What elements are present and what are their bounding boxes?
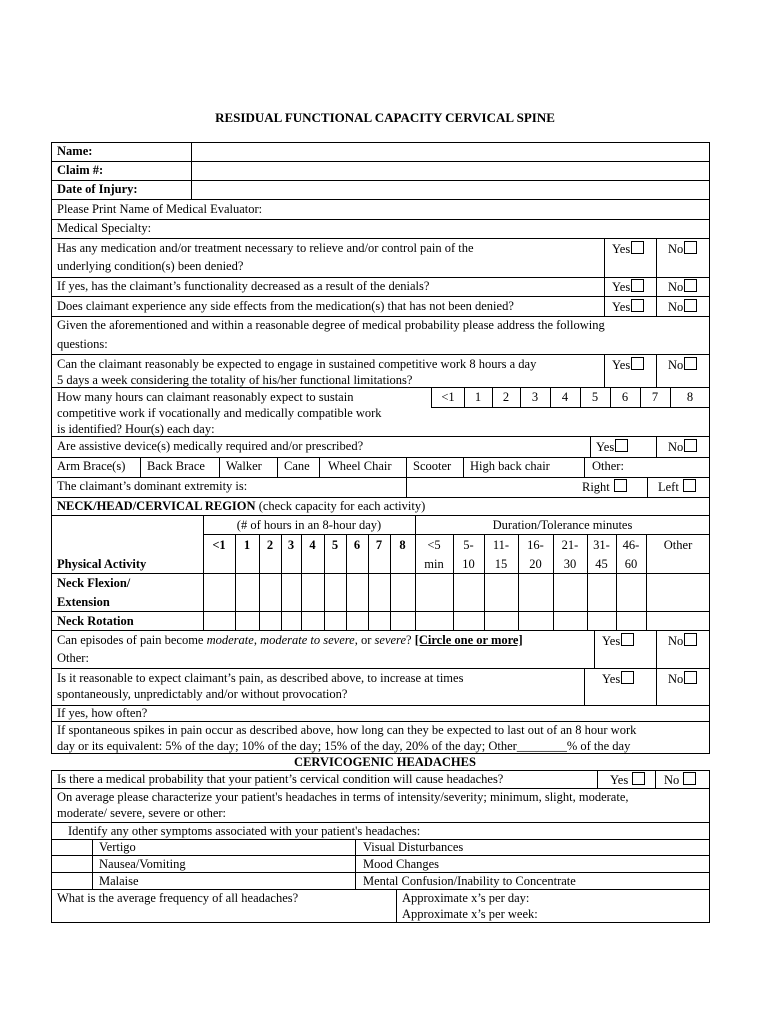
neck-flexion-line1: Neck Flexion/	[57, 576, 131, 590]
physical-activity-label: Physical Activity	[57, 557, 147, 571]
no-label: No	[668, 358, 684, 372]
yes-checkbox[interactable]	[621, 671, 634, 684]
hours-col: 3	[287, 538, 295, 552]
hour-option[interactable]: 1	[474, 390, 482, 404]
duration-col: 16-	[527, 538, 544, 552]
duration-col-unit: 15	[494, 557, 508, 571]
q-episodes-other: Other:	[57, 651, 89, 665]
no-checkbox[interactable]	[684, 241, 697, 254]
yes-checkbox[interactable]	[631, 279, 644, 292]
yes-label: Yes	[596, 440, 615, 454]
duration-col-unit: 10	[462, 557, 475, 571]
left-checkbox[interactable]	[683, 479, 696, 492]
hours-col: 8	[399, 538, 406, 552]
yes-checkbox[interactable]	[615, 439, 628, 452]
yes-label: Yes	[612, 358, 631, 372]
name-field[interactable]	[200, 144, 705, 158]
duration-col-unit: 45	[595, 557, 608, 571]
no-label: No	[668, 672, 684, 686]
no-label: No	[664, 773, 680, 787]
no-label: No	[668, 440, 684, 454]
duration-col: 46-	[622, 538, 640, 552]
yes-label: Yes	[602, 672, 621, 686]
q-increase-line1: Is it reasonable to expect claimant’s pain, as described above, to increase at times	[57, 671, 464, 685]
device-high-back-chair[interactable]: High back chair	[470, 459, 550, 473]
yes-label: Yes	[602, 634, 621, 648]
device-other[interactable]: Other:	[592, 459, 624, 473]
symptom-confusion: Mental Confusion/Inability to Concentrate	[363, 874, 576, 888]
q-frequency: What is the average frequency of all headaches?	[57, 891, 299, 905]
device-cane[interactable]: Cane	[284, 459, 310, 473]
no-label: No	[668, 634, 684, 648]
symptom-visual: Visual Disturbances	[363, 840, 464, 854]
device-wheel-chair[interactable]: Wheel Chair	[328, 459, 392, 473]
identify-symptoms: Identify any other symptoms associated with your patient's headaches:	[68, 824, 421, 838]
symptom-nausea: Nausea/Vomiting	[99, 857, 186, 871]
device-scooter[interactable]: Scooter	[413, 459, 452, 473]
q-probability: Is there a medical probability that your patient’s cervical condition will cause headaches?	[57, 772, 504, 786]
per-week-label: Approximate x’s per week:	[402, 907, 538, 921]
symptom-vertigo: Vertigo	[99, 840, 136, 854]
symptom-malaise: Malaise	[99, 874, 139, 888]
no-checkbox[interactable]	[684, 671, 697, 684]
neck-flexion-line2: Extension	[57, 595, 110, 609]
yes-label: Yes	[612, 242, 631, 256]
yes-label: Yes	[610, 773, 629, 787]
q-assistive: Are assistive device(s) medically required and/or prescribed?	[57, 439, 364, 453]
q-episodes: Can episodes of pain become moderate, moderate to severe, or severe? [Circle one or more]	[57, 633, 523, 647]
hours-col: 5	[331, 538, 339, 552]
claim-field[interactable]	[200, 163, 705, 177]
hours-col: 1	[243, 538, 251, 552]
hour-option[interactable]: 6	[621, 390, 629, 404]
date-of-injury-label: Date of Injury:	[57, 182, 138, 196]
q-spikes-line1: If spontaneous spikes in pain occur as described above, how long can they be expected to last out of an 8 hour work	[57, 723, 637, 737]
yes-checkbox[interactable]	[631, 241, 644, 254]
q-side-effects: Does claimant experience any side effects from the medication(s) that has not been denied?	[57, 299, 514, 313]
per-day-label: Approximate x’s per day:	[402, 891, 530, 905]
symptom-mood: Mood Changes	[363, 857, 440, 871]
duration-col: 21-	[561, 538, 579, 552]
no-label: No	[668, 300, 684, 314]
q-functionality: If yes, has the claimant’s functionality decreased as a result of the denials?	[57, 279, 430, 293]
yes-checkbox[interactable]	[632, 772, 645, 785]
headaches-heading: CERVICOGENIC HEADACHES	[294, 755, 476, 769]
q-competitive-line2: 5 days a week considering the totality of his/her functional limitations?	[57, 373, 413, 387]
hours-col: <1	[212, 538, 226, 552]
no-checkbox[interactable]	[684, 357, 697, 370]
q-denied-line2: underlying condition(s) been denied?	[57, 259, 244, 273]
duration-col-unit: 20	[529, 557, 542, 571]
q-hours-line2: competitive work if vocationally and medically compatible work	[57, 406, 382, 420]
duration-col: 31-	[593, 538, 610, 552]
date-of-injury-field[interactable]	[200, 182, 705, 196]
q-hours-line1: How many hours can claimant reasonably expect to sustain	[57, 390, 354, 404]
hour-option[interactable]: 3	[531, 390, 539, 404]
hour-option[interactable]: <1	[441, 390, 455, 404]
q-characterize-line2: moderate/ severe, severe or other:	[57, 806, 227, 820]
neck-rotation: Neck Rotation	[57, 614, 134, 628]
hours-col: 6	[353, 538, 361, 552]
yes-checkbox[interactable]	[621, 633, 634, 646]
duration-col: 5-	[463, 538, 474, 552]
right-checkbox[interactable]	[614, 479, 627, 492]
right-label: Right	[582, 480, 610, 494]
hour-option[interactable]: 4	[561, 390, 569, 404]
hours-header: (# of hours in an 8-hour day)	[236, 518, 382, 532]
name-label: Name:	[57, 144, 93, 158]
q-how-often: If yes, how often?	[57, 706, 148, 720]
duration-col-unit: 60	[624, 557, 638, 571]
device-walker[interactable]: Walker	[226, 459, 262, 473]
no-label: No	[668, 280, 684, 294]
device-arm-brace[interactable]: Arm Brace(s)	[57, 459, 126, 473]
neck-heading-note: (check capacity for each activity)	[255, 499, 426, 513]
hour-option[interactable]: 2	[502, 390, 510, 404]
yes-label: Yes	[612, 280, 631, 294]
q-increase-line2: spontaneously, unpredictably and/or without provocation?	[57, 687, 348, 701]
neck-heading: NECK/HEAD/CERVICAL REGION	[57, 499, 256, 513]
claim-label: Claim #:	[57, 163, 104, 177]
no-checkbox[interactable]	[683, 772, 696, 785]
device-back-brace[interactable]: Back Brace	[147, 459, 205, 473]
given-line2: questions:	[57, 337, 108, 351]
hour-option[interactable]: 8	[686, 390, 694, 404]
hours-col: 4	[309, 538, 316, 552]
hours-col: 7	[375, 538, 383, 552]
hours-col: 2	[266, 538, 274, 552]
hour-option[interactable]: 7	[651, 390, 659, 404]
q-denied-line1: Has any medication and/or treatment necessary to relieve and/or control pain of the	[57, 241, 474, 255]
form-title: RESIDUAL FUNCTIONAL CAPACITY CERVICAL SPINE	[215, 110, 555, 125]
q-characterize-line1: On average please characterize your patient's headaches in terms of intensity/severity; minimum, slight, moderate,	[57, 790, 629, 804]
no-label: No	[668, 242, 684, 256]
yes-label: Yes	[612, 300, 631, 314]
q-hours-line3: is identified? Hour(s) each day:	[57, 422, 215, 436]
duration-col-unit: 30	[563, 557, 577, 571]
duration-col-unit: min	[424, 557, 444, 571]
yes-checkbox[interactable]	[631, 357, 644, 370]
duration-col: 11-	[492, 538, 510, 552]
given-line1: Given the aforementioned and within a reasonable degree of medical probability please address the following	[57, 318, 605, 332]
duration-col: Other	[663, 538, 693, 552]
q-spikes-line2: day or its equivalent: 5% of the day; 10% of the day; 15% of the day, 20% of the day; Other________% of the day	[57, 739, 631, 753]
q-competitive-line1: Can the claimant reasonably be expected to engage in sustained competitive work 8 hours a day	[57, 357, 537, 371]
no-checkbox[interactable]	[684, 633, 697, 646]
dominant-question: The claimant’s dominant extremity is:	[57, 479, 248, 493]
evaluator-label: Please Print Name of Medical Evaluator:	[57, 202, 263, 216]
no-checkbox[interactable]	[684, 439, 697, 452]
yes-checkbox[interactable]	[631, 299, 644, 312]
hour-option[interactable]: 5	[591, 390, 599, 404]
duration-header: Duration/Tolerance minutes	[492, 518, 633, 532]
specialty-label: Medical Specialty:	[57, 221, 152, 235]
left-label: Left	[658, 480, 679, 494]
no-checkbox[interactable]	[684, 279, 697, 292]
duration-col: <5	[427, 538, 441, 552]
no-checkbox[interactable]	[684, 299, 697, 312]
